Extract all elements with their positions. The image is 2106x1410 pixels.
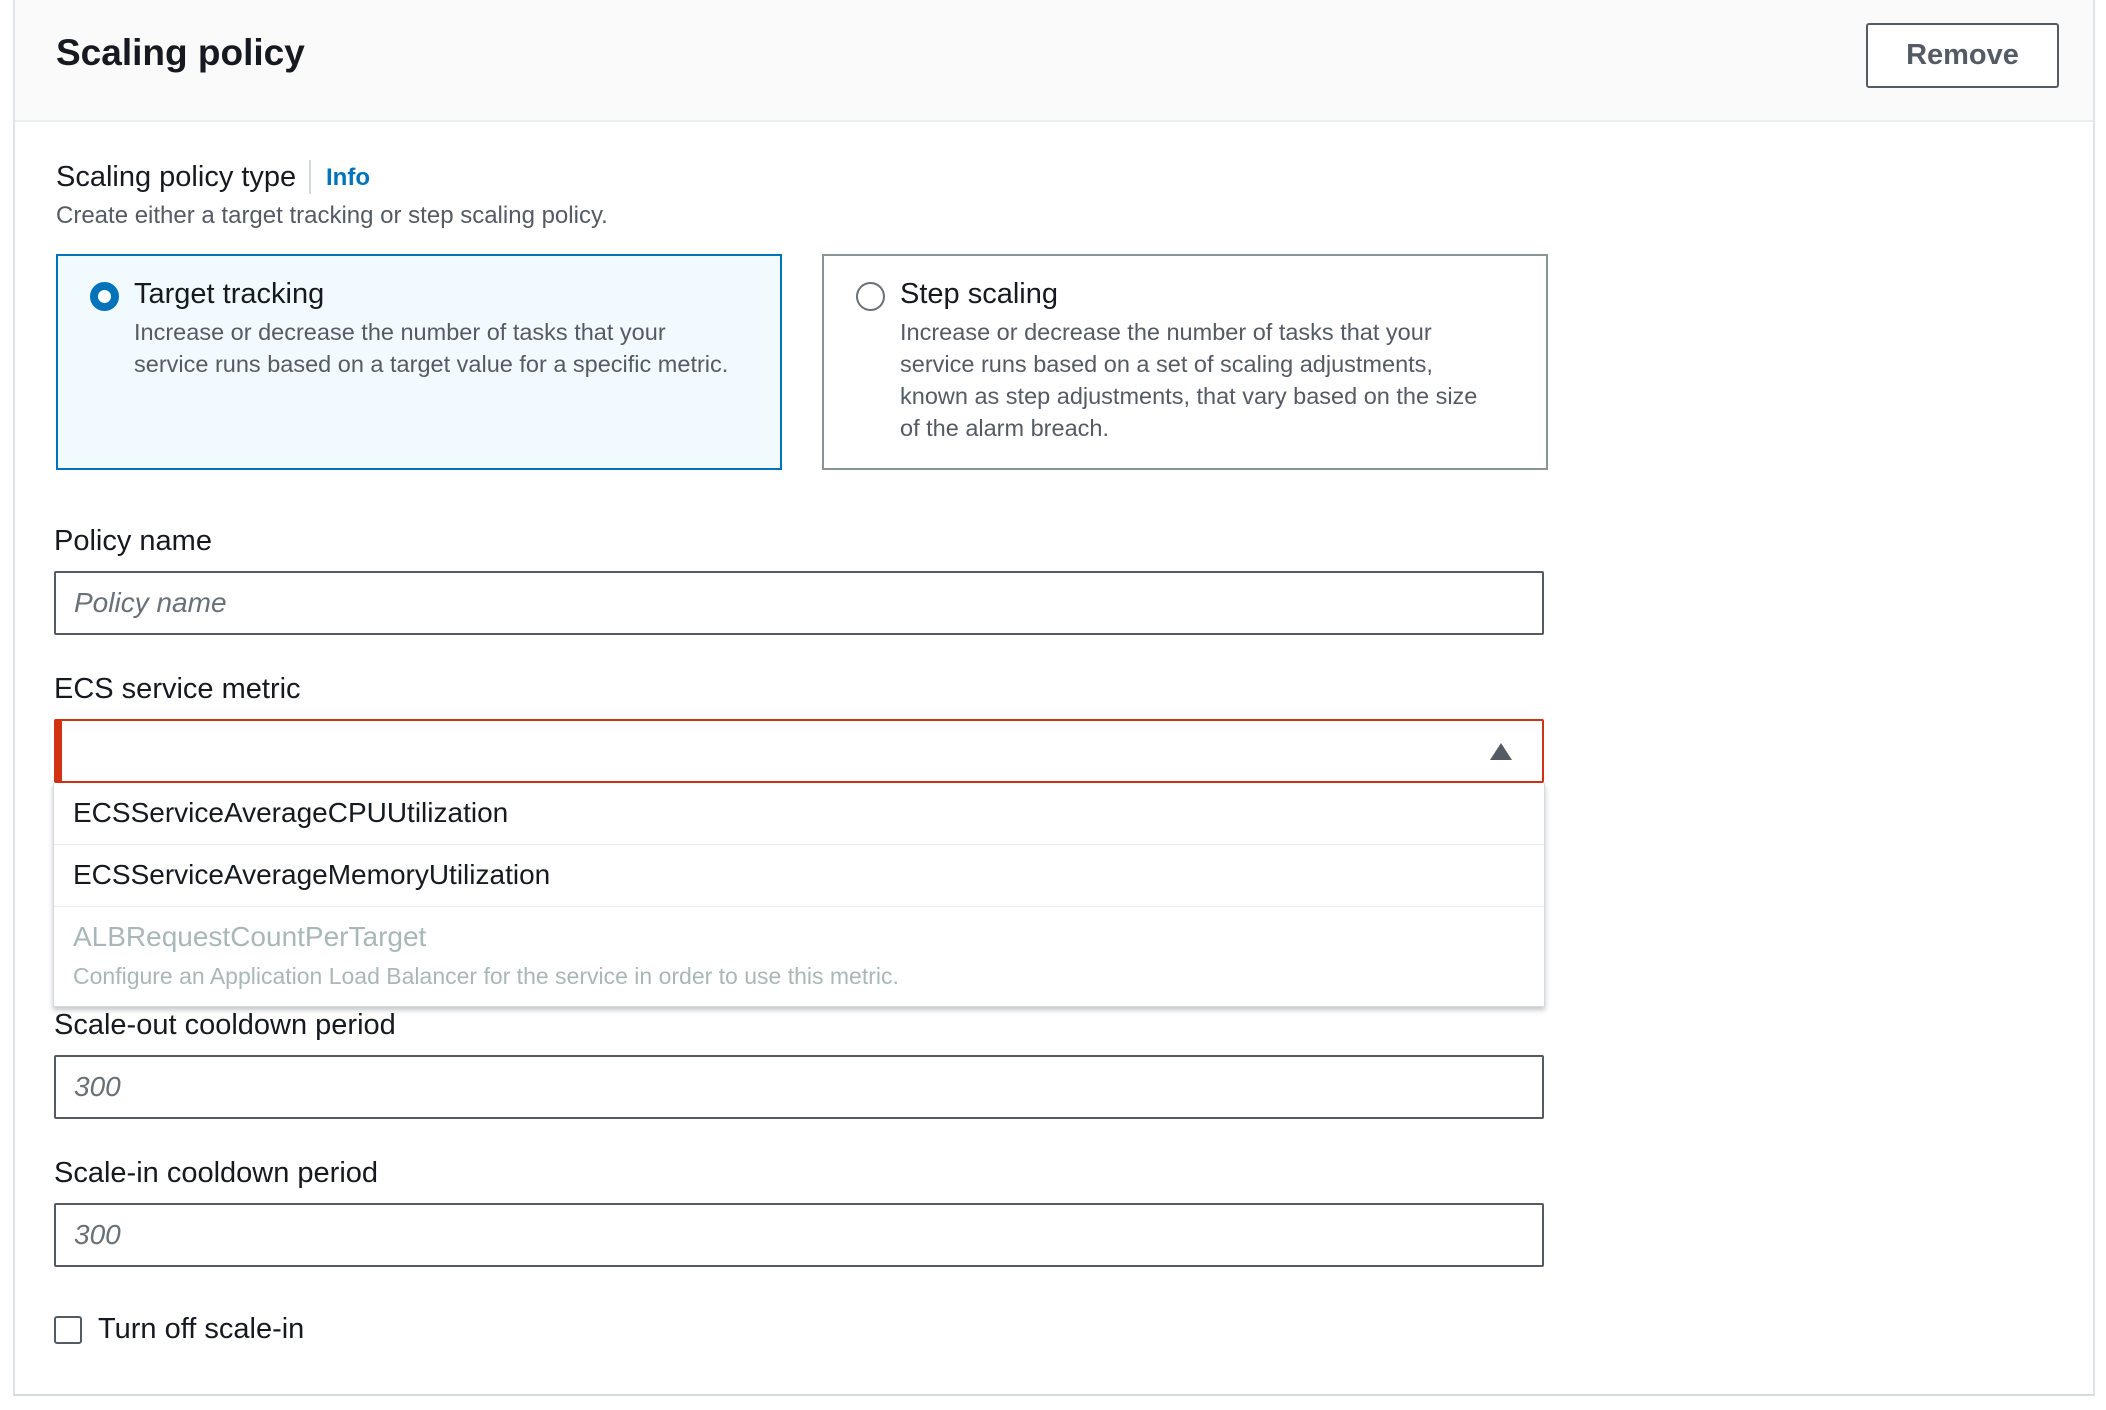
metric-option-alb-request-count bbox=[54, 907, 1544, 1007]
turn-off-scale-in-label: Turn off scale-in bbox=[98, 1313, 305, 1345]
metric-option-description: Configure an Application Load Balancer for the service in order to use this metric. bbox=[73, 963, 899, 989]
scaling-policy-type-description: Create either a target tracking or step scaling policy. bbox=[56, 202, 608, 229]
metric-option-label: ECSServiceAverageCPUUtilization bbox=[73, 797, 509, 828]
panel-title: Scaling policy bbox=[56, 32, 305, 73]
remove-button[interactable]: Remove bbox=[1866, 23, 2059, 88]
caret-up-icon bbox=[1490, 743, 1512, 760]
metric-option-label: ECSServiceAverageMemoryUtilization bbox=[73, 859, 551, 890]
scale-in-cooldown-input[interactable] bbox=[54, 1203, 1544, 1267]
ecs-service-metric-select[interactable] bbox=[54, 719, 1544, 783]
metric-option-memory[interactable] bbox=[54, 845, 1544, 907]
turn-off-scale-in-checkbox[interactable] bbox=[54, 1316, 82, 1344]
target-tracking-radio[interactable] bbox=[90, 282, 119, 311]
target-tracking-tile[interactable] bbox=[56, 254, 782, 470]
panel-header bbox=[15, 0, 2093, 122]
scale-out-cooldown-input[interactable] bbox=[54, 1055, 1544, 1119]
ecs-service-metric-dropdown bbox=[53, 783, 1545, 1007]
step-scaling-tile[interactable] bbox=[822, 254, 1548, 470]
target-tracking-description: Increase or decrease the number of tasks that your service runs based on a target value for a specific metric. bbox=[134, 319, 729, 377]
policy-name-input[interactable] bbox=[54, 571, 1544, 635]
policy-name-label: Policy name bbox=[54, 525, 212, 557]
ecs-service-metric-label: ECS service metric bbox=[54, 673, 301, 705]
step-scaling-description: Increase or decrease the number of tasks that your service runs based on a set of scaling adjustments, known as step adjustments, that vary based on the size of the alarm breach. bbox=[900, 319, 1478, 441]
target-tracking-title: Target tracking bbox=[134, 278, 325, 310]
step-scaling-title: Step scaling bbox=[900, 278, 1058, 310]
info-divider bbox=[309, 160, 311, 194]
scale-out-cooldown-label: Scale-out cooldown period bbox=[54, 1009, 396, 1041]
scaling-policy-type-label: Scaling policy type bbox=[56, 161, 297, 193]
metric-option-label: ALBRequestCountPerTarget bbox=[73, 921, 427, 952]
step-scaling-radio[interactable] bbox=[856, 282, 885, 311]
scale-in-cooldown-label: Scale-in cooldown period bbox=[54, 1157, 379, 1189]
metric-option-cpu[interactable] bbox=[54, 783, 1544, 845]
info-link[interactable]: Info bbox=[326, 164, 370, 191]
